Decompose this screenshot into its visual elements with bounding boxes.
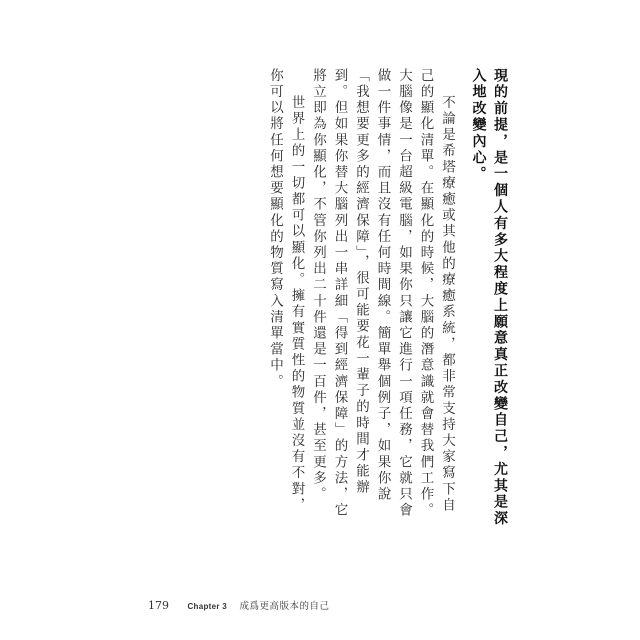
paragraph-material-manifestation: 世界上的一切都可以顯化。擁有實質性的物質並沒有不對，你可以將任何想要顯化的物質寫入清單當中。 <box>267 68 305 514</box>
chapter-label: Chapter 3 <box>187 602 228 611</box>
paragraph-manifestation-list: 不論是希塔療癒或其他的療癒系統，都非常支持大家寫下自己的顯化清單。在顯化的時候，大腦的潛意識就會替我們工作。大腦像是一台超級電腦，如果你只讓它進行一項任務，它就只會做一件事情，而且沒有任何時間線。簡單舉個例子，如果你說「我想要更多的經濟保障」，很可能要花一輩子的時間才能辦到。但如果你替大腦列出一串詳細「得到經濟保障」的方法，它將立即為你顯化，不管你列出二十件還是一百件，甚至更多。 <box>310 68 455 519</box>
vertical-text-body <box>252 68 511 528</box>
page-footer <box>148 596 330 614</box>
emphasized-sentence: 現的前提，是一個人有多大程度上願意真正改變自己，尤其是深入地改變內心。 <box>470 68 508 528</box>
page-number: 179 <box>148 599 169 612</box>
chapter-title: 成爲更高版本的自己 <box>239 601 330 612</box>
